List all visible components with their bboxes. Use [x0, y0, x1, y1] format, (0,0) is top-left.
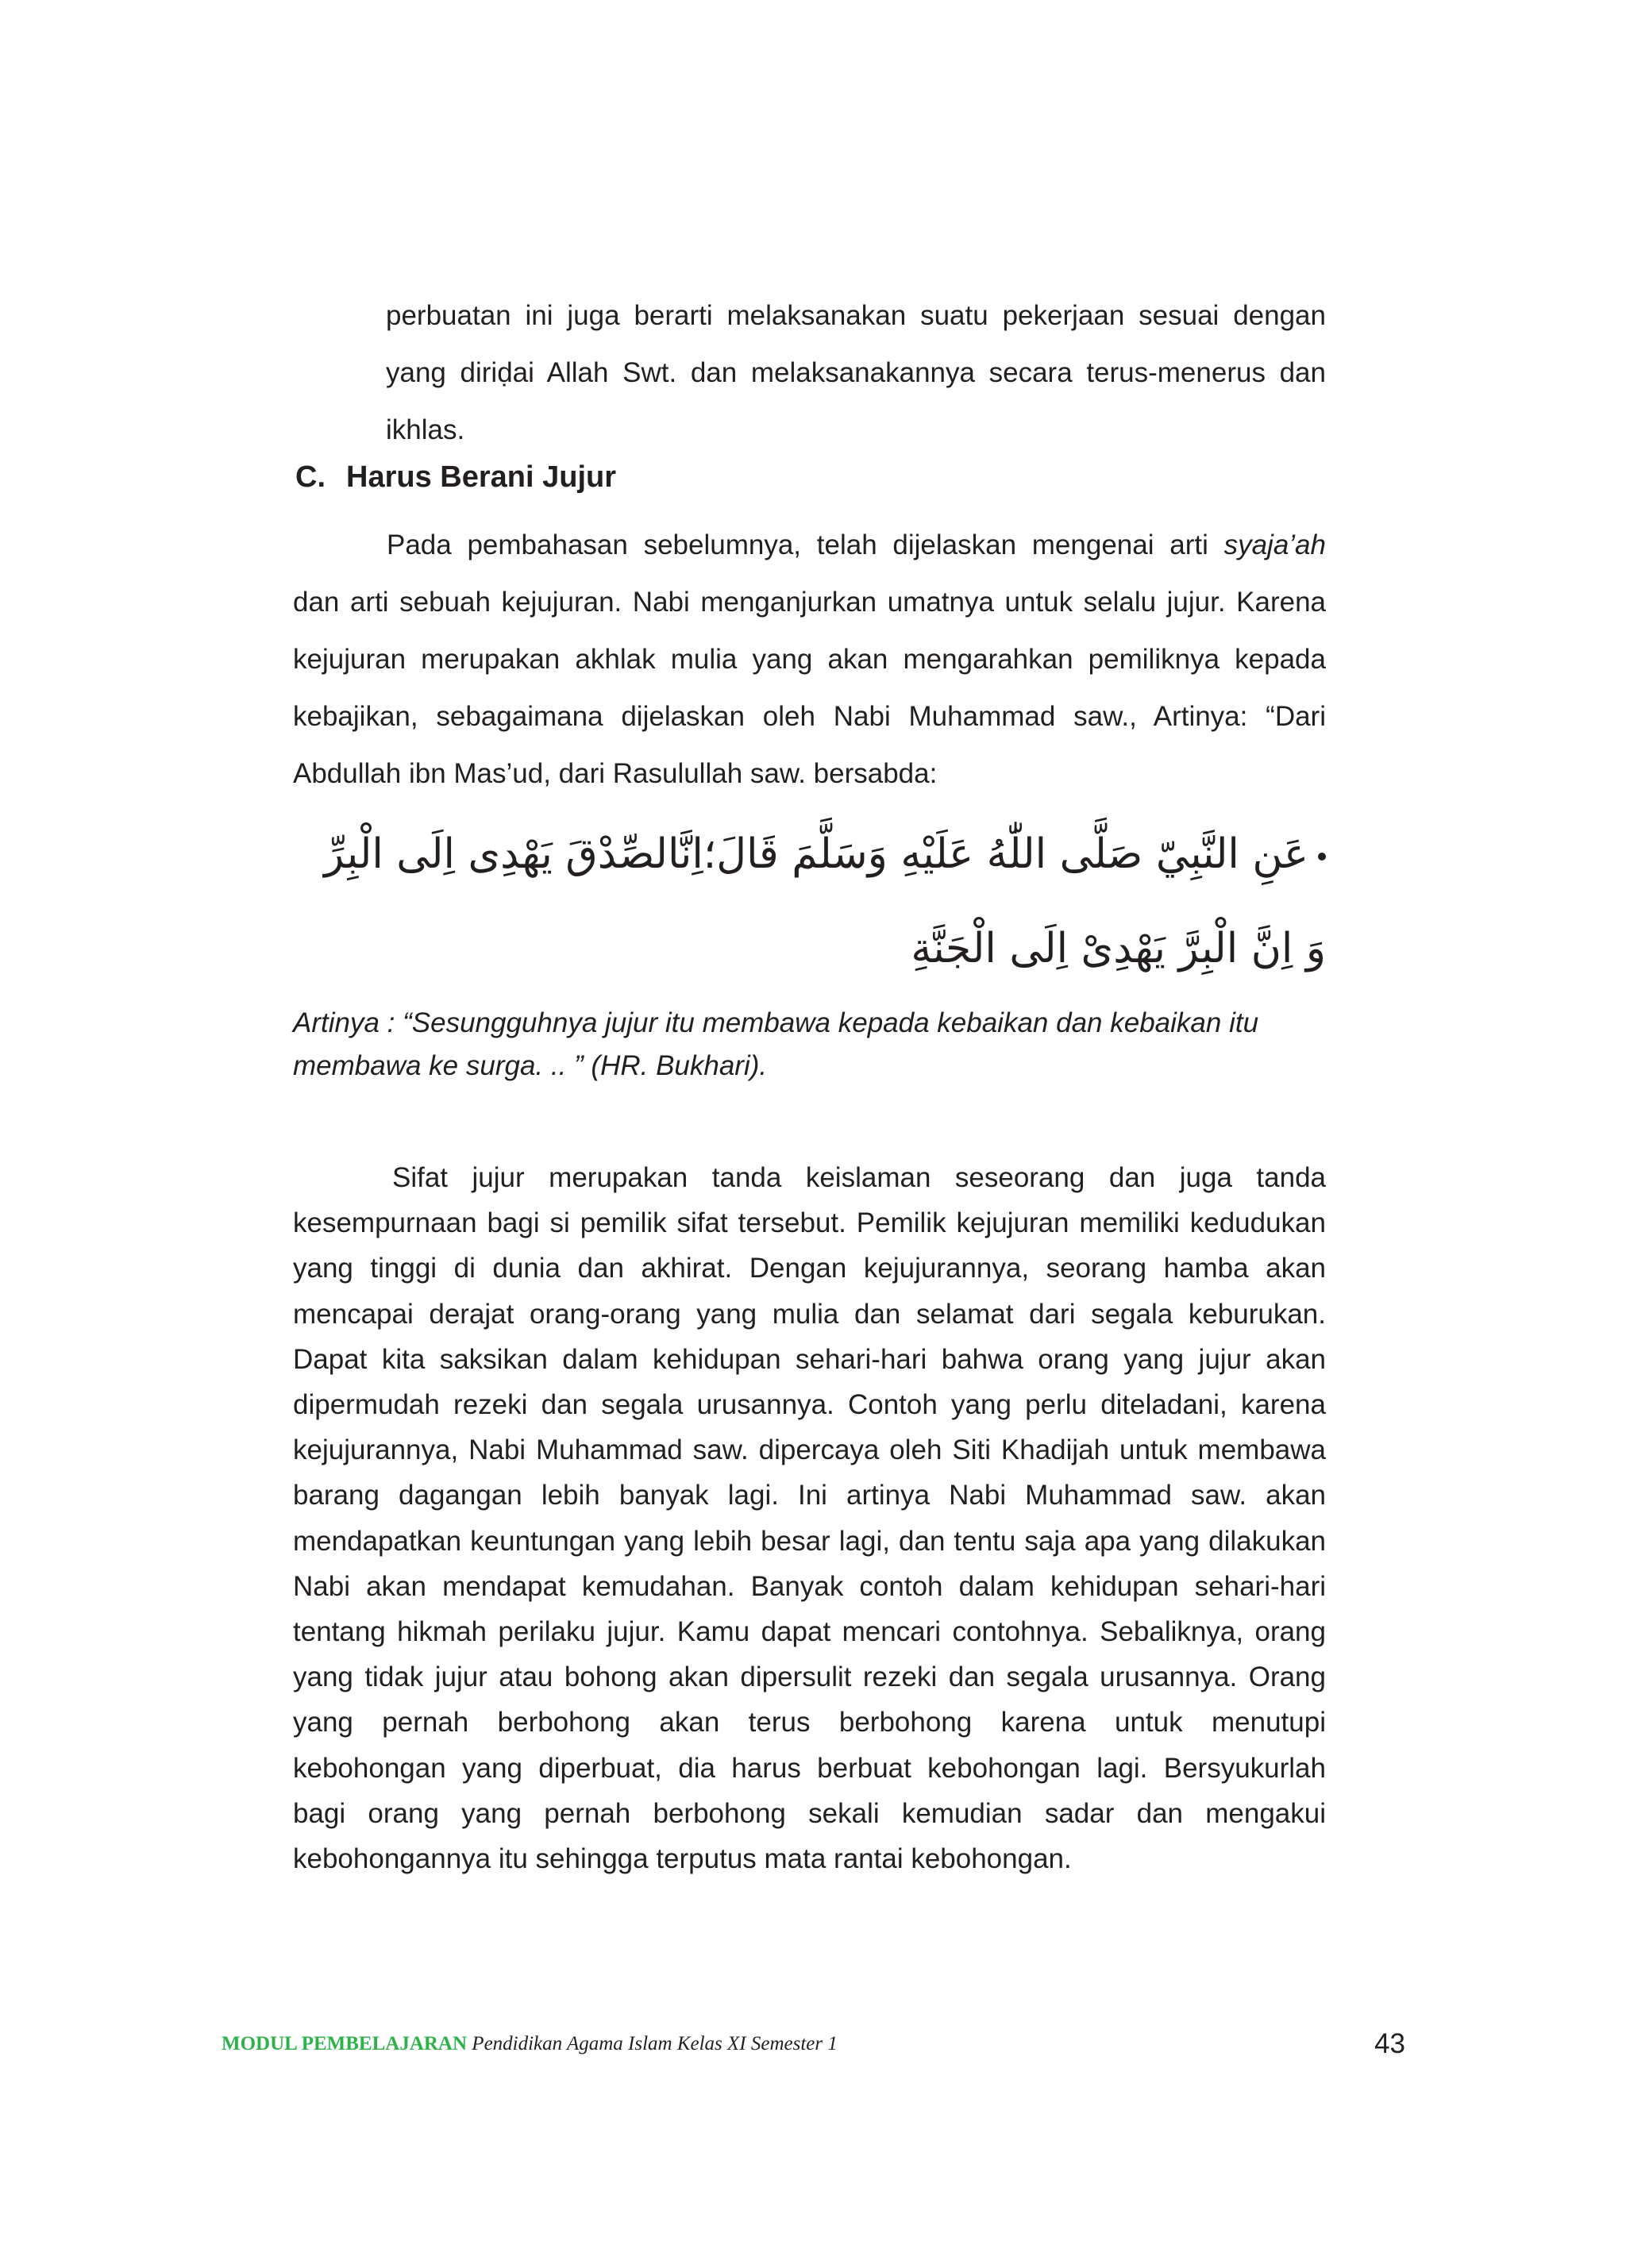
body2-line: dipermudah rezeki dan segala urusannya. Contoh yang perlu diteladani, karena [293, 1389, 1326, 1421]
body-paragraph-1 [293, 517, 1326, 803]
intro-line: yang diriḍai Allah Swt. dan melaksanakannya secara terus-menerus dan [386, 357, 1326, 388]
body2-line: kebohongan yang diperbuat, dia harus berbuat kebohongan lagi. Bersyukurlah [293, 1752, 1326, 1784]
intro-line: perbuatan ini juga berarti melaksanakan suatu pekerjaan sesuai dengan [386, 300, 1326, 331]
body-paragraph-2 [293, 1155, 1326, 1881]
section-heading [295, 460, 616, 495]
body1-line: kejujuran merupakan akhlak mulia yang akan mengarahkan pemiliknya kepada [293, 644, 1326, 675]
body2-line: Dapat kita saksikan dalam kehidupan sehari-hari bahwa orang yang jujur akan [293, 1343, 1326, 1375]
body1-line: dan arti sebuah kejujuran. Nabi menganjurkan umatnya untuk selalu jujur. Karena [293, 587, 1326, 618]
body1-line1-text: Pada pembahasan sebelumnya, telah dijelaskan mengenai arti [387, 529, 1224, 560]
footer [222, 2033, 838, 2055]
body2-line: kesempurnaan bagi si pemilik sifat tersebut. Pemilik kejujuran memiliki kedudukan [293, 1207, 1326, 1239]
body1-line [293, 517, 1326, 574]
page-number: 43 [1374, 2028, 1405, 2059]
body2-line: mencapai derajat orang-orang yang mulia dan selamat dari segala keburukan. [293, 1298, 1326, 1330]
body2-line: mendapatkan keuntungan yang lebih besar lagi, dan tentu saja apa yang dilakukan [293, 1525, 1326, 1557]
footer-module-label: MODUL PEMBELAJARAN [222, 2033, 468, 2054]
bullet-icon [1318, 853, 1326, 861]
footer-book-title: Pendidikan Agama Islam Kelas XI Semester 1 [472, 2033, 838, 2054]
body1-line: Abdullah ibn Mas’ud, dari Rasulullah saw. bersabda: [293, 758, 938, 789]
body2-line: yang pernah berbohong akan terus berbohong karena untuk menutupi [293, 1707, 1326, 1739]
body1-line: kebajikan, sebagaimana dijelaskan oleh Nabi Muhammad saw., Artinya: “Dari [293, 701, 1326, 732]
body2-line: Nabi akan mendapat kemudahan. Banyak contoh dalam kehidupan sehari-hari [293, 1570, 1326, 1602]
section-title: Harus Berani Jujur [346, 460, 616, 494]
body2-line: kejujurannya, Nabi Muhammad saw. dipercaya oleh Siti Khadijah untuk membawa [293, 1434, 1326, 1466]
intro-line: ikhlas. [386, 414, 465, 445]
body2-line: barang dagangan lebih banyak lagi. Ini artinya Nabi Muhammad saw. akan [293, 1480, 1326, 1511]
body2-line: Sifat jujur merupakan tanda keislaman seseorang dan juga tanda [392, 1162, 1326, 1193]
hadith-line-2: وَ اِنَّ الْبِرَّ يَهْدِىْ اِلَى الْجَنَّةِ [911, 925, 1326, 972]
hadith-line-1 [324, 830, 1326, 878]
translation-line: Artinya : “Sesungguhnya jujur itu membawa kepada kebaikan dan kebaikan itu [293, 1007, 1259, 1038]
body2-line: yang tidak jujur atau bohong akan dipersulit rezeki dan segala urusannya. Orang [293, 1662, 1326, 1693]
italic-term: syaja’ah [1223, 529, 1326, 560]
translation-line: membawa ke surga. .. ” (HR. Bukhari). [293, 1050, 768, 1081]
intro-paragraph [386, 287, 1326, 459]
body2-line: tentang hikmah perilaku jujur. Kamu dapat mencari contohnya. Sebaliknya, orang [293, 1616, 1326, 1648]
body2-line: yang tinggi di dunia dan akhirat. Dengan kejujurannya, seorang hamba akan [293, 1253, 1326, 1284]
hadith-text-1: عَنِ النَّبِيّ صَلَّى اللّٰهُ عَلَيْهِ وَسَلَّمَ قَالَ؛اِنَّالصِّدْقَ يَهْدِى اِلَى الْبِرِّ [324, 830, 1308, 878]
body2-line: bagi orang yang pernah berbohong sekali kemudian sadar dan mengakui [293, 1797, 1326, 1829]
body2-line: kebohongannya itu sehingga terputus mata rantai kebohongan. [293, 1843, 1072, 1875]
section-letter: C. [295, 460, 326, 494]
hadith-translation [293, 1002, 1325, 1088]
